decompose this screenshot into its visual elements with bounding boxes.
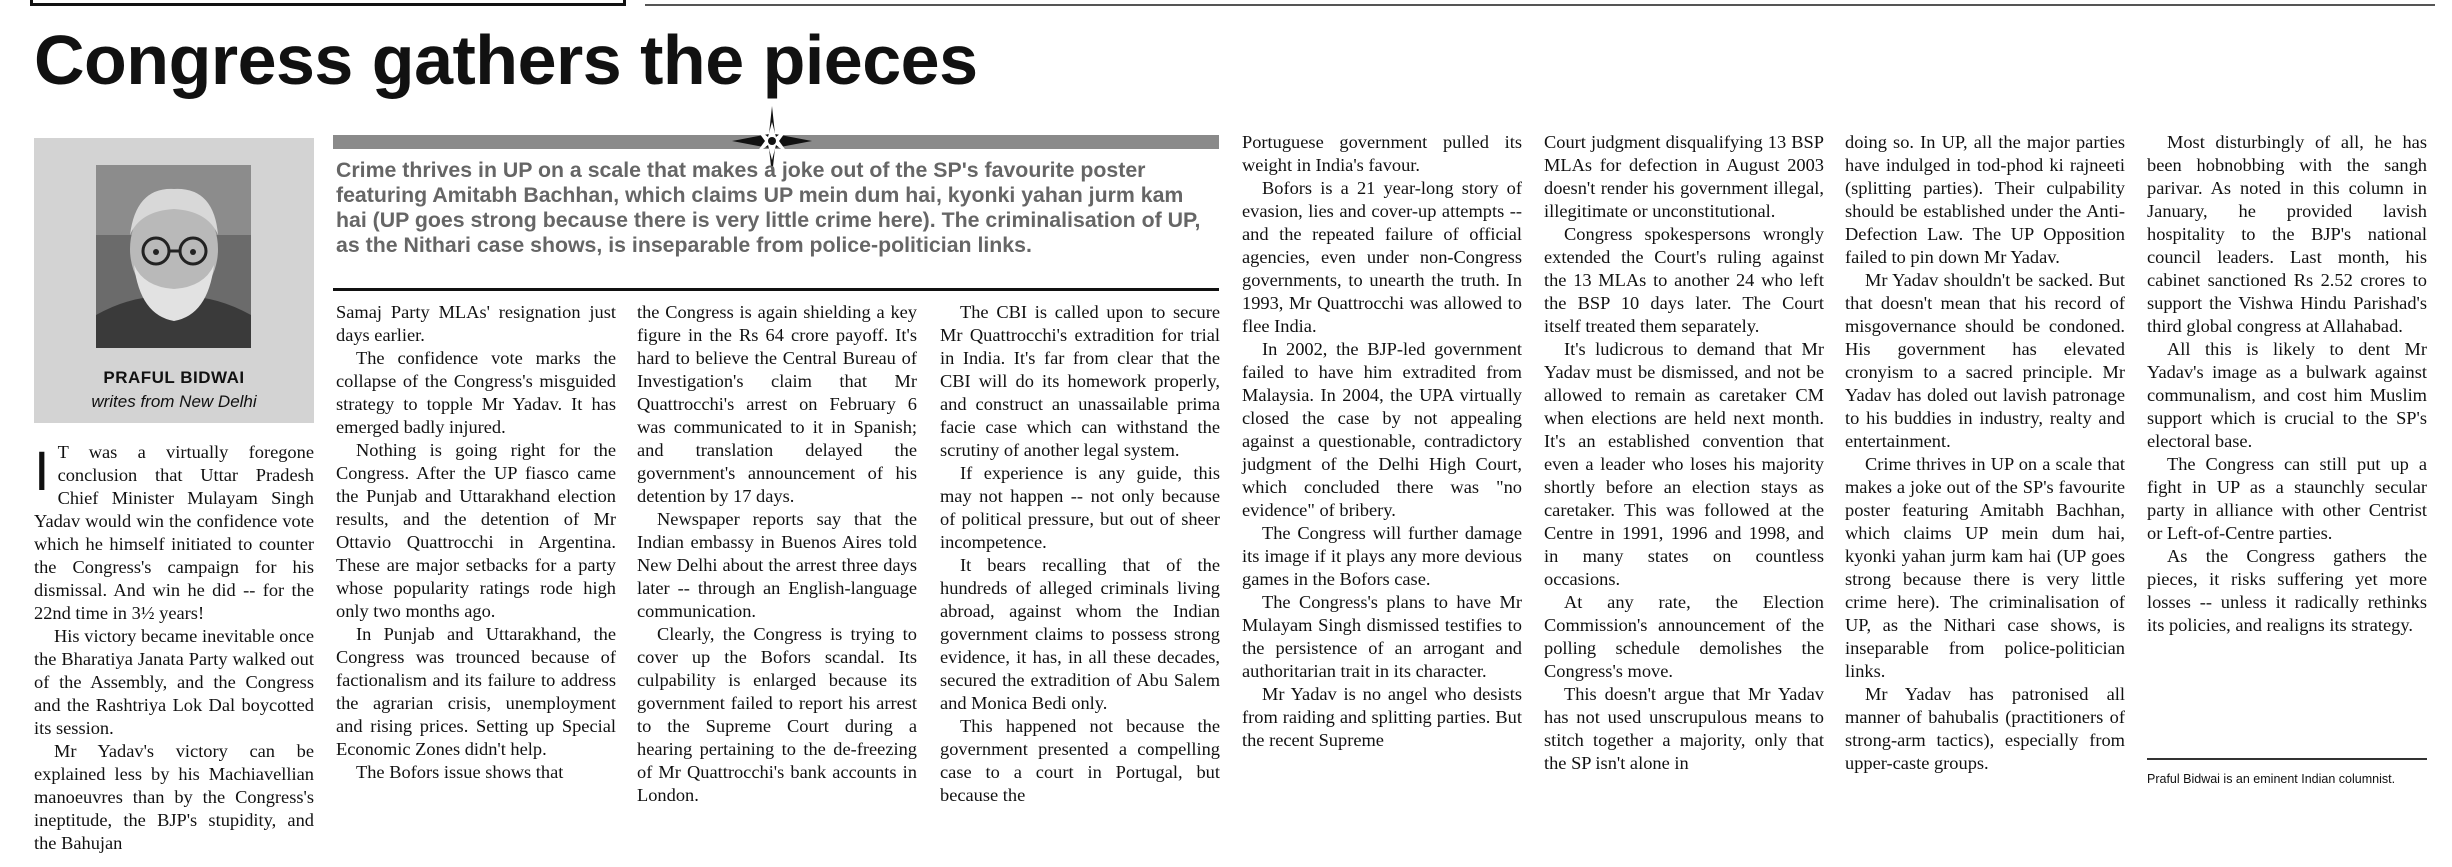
paragraph: This doesn't argue that Mr Yadav has not used unscrupulous means to stitch together a majority, only that the SP isn't alone in — [1544, 684, 1824, 773]
article-column-7 — [1845, 131, 2125, 775]
lead-paragraph — [34, 441, 314, 625]
paragraph: Court judgment disqualifying 13 BSP MLAs for defection in August 2003 doesn't render his government illegal, illegitimate or unconstitutional. — [1544, 132, 1824, 221]
paragraph: Mr Yadav's victory can be explained less by his Machiavellian manoeuvres than by the Congress's ineptitude, the BJP's stupidity, and the Bahujan — [34, 741, 314, 853]
paragraph: doing so. In UP, all the major parties have indulged in tod-phod ki rajneeti (splitting parties). Their culpability should be established under the Anti-Defection Law. The UP Opposition failed to pin down Mr Yadav. — [1845, 132, 2125, 267]
paragraph: The Congress can still put up a fight in UP as a staunchly secular party in alliance with other Centrist or Left-of-Centre parties. — [2147, 454, 2427, 543]
headline: Congress gathers the pieces — [34, 21, 978, 99]
article-column-6 — [1544, 131, 1824, 775]
paragraph: All this is likely to dent Mr Yadav's image as a bulwark against communalism, and cost him Muslim support which is crucial to the SP's electoral base. — [2147, 339, 2427, 451]
paragraph: The Bofors issue shows that — [356, 762, 564, 782]
top-rule — [645, 4, 2435, 6]
author-name: PRAFUL BIDWAI — [103, 368, 245, 387]
paragraph: Newspaper reports say that the Indian embassy in Buenos Aires told New Delhi about the arrest three days later -- through an English-language communication. — [637, 509, 917, 621]
article-column-1 — [34, 441, 314, 855]
article-column-4 — [940, 301, 1220, 807]
top-frame-box — [30, 0, 626, 6]
author-photo — [96, 165, 251, 348]
paragraph: This happened not because the government presented a compelling case to a court in Portugal, but because the — [940, 716, 1220, 805]
author-portrait-icon — [96, 165, 251, 348]
paragraph: Mr Yadav shouldn't be sacked. But that doesn't mean that his record of misgovernance should be condoned. His government has elevated cronyism to a sacred principle. Mr Yadav has doled out lavish patronage to his buddies in industry, realty and entertainment. — [1845, 270, 2125, 451]
article-column-5 — [1242, 131, 1522, 752]
paragraph: Most disturbingly of all, he has been hobnobbing with the sangh parivar. As noted in this column in January, he provided lavish hospitality to the BJP's national council leaders. Last month, his cabinet sanctioned Rs 2.52 crores to support the Vishwa Hindu Parishad's third global congress at Allahabad. — [2147, 132, 2427, 336]
author-footnote: Praful Bidwai is an eminent Indian columnist. — [2147, 772, 2396, 786]
paragraph: His victory became inevitable once the Bharatiya Janata Party walked out of the Assembly, and the Congress and the Rashtriya Lok Dal boycotted its session. — [34, 626, 314, 738]
paragraph: The CBI is called upon to secure Mr Quattrocchi's extradition for trial in India. It's far from clear that the CBI will do its homework properly, and construct an unassailable prima facie case which can withstand the scrutiny of another legal system. — [940, 302, 1220, 460]
paragraph: Portuguese government pulled its weight in India's favour. — [1242, 132, 1522, 175]
article-column-8 — [2147, 131, 2427, 637]
paragraph: Bofors is a 21 year-long story of evasion, lies and cover-up attempts -- and the repeated failure of official agencies, even under non-Congress governments, to unearth the truth. In 1993, Mr Quattrocchi was allowed to flee India. — [1242, 178, 1522, 336]
paragraph: The confidence vote marks the collapse of the Congress's misguided strategy to topple Mr Yadav. It has emerged badly injured. — [336, 348, 616, 437]
paragraph: Mr Yadav has patronised all manner of bahubalis (practitioners of strong-arm tactics), especially from upper-caste groups. — [1845, 684, 2125, 773]
paragraph: Crime thrives in UP on a scale that makes a joke out of the SP's favourite poster featuring Amitabh Bachhan, which claims UP mein dum hai, kyonki yahan jurm kam hai (UP goes strong because there is very little crime here). The criminalisation of UP, as the Nithari case shows, is inseparable from police-politician links. — [1845, 454, 2125, 681]
paragraph-text: T was a virtually foregone conclusion that Uttar Pradesh Chief Minister Mulayam Singh Yadav would win the confidence vote which he himself initiated to counter the Congress's campaign for his dismissal. And win he did -- for the 22nd time in 3½ years! — [34, 442, 314, 623]
footnote-rule — [2147, 758, 2427, 760]
drop-cap: I — [34, 439, 50, 502]
paragraph: Nothing is going right for the Congress. After the UP fiasco came the Punjab and Uttarakhand election results, and the detention of Mr Ottavio Quattrocchi in Argentina. These are major setbacks for a party whose popularity ratings rode high only two months ago. — [336, 440, 616, 621]
pull-quote: Crime thrives in UP on a scale that makes a joke out of the SP's favourite poster featuring Amitabh Bachhan, which claims UP mein dum hai, kyonki yahan jurm kam hai (UP goes strong because there is very little crime here). The criminalisation of UP, as the Nithari case shows, is inseparable from police-politician links. — [336, 158, 1201, 258]
paragraph: At any rate, the Election Commission's announcement of the polling schedule demolishes the Congress's move. — [1544, 592, 1824, 681]
paragraph: In 2002, the BJP-led government failed to have him extradited from Malaysia. In 2004, the UPA virtually closed the case by not appealing against a questionable, contradictory judgment of the Delhi High Court, which concluded there was "no evidence" of bribery. — [1242, 339, 1522, 520]
pull-quote-rule — [333, 288, 1219, 291]
paragraph: Congress spokespersons wrongly extended the Court's ruling against the 13 MLAs to another 24 who left the BSP 10 days later. The Court itself treated them separately. — [1544, 224, 1824, 336]
paragraph: the Congress is again shielding a key figure in the Rs 64 crore payoff. It's hard to believe the Central Bureau of Investigation's claim that Mr Quattrocchi's arrest on February 6 was communicated to it in Spanish; and translation delayed the government's announcement of his detention by 17 days. — [637, 302, 917, 506]
article-column-3 — [637, 301, 917, 807]
author-location: writes from New Delhi — [91, 392, 257, 411]
paragraph: Mr Yadav is no angel who desists from raiding and splitting parties. But the recent Supreme — [1242, 684, 1522, 750]
paragraph: The Congress will further damage its image if it plays any more devious games in the Bofors case. — [1242, 523, 1522, 589]
paragraph: As the Congress gathers the pieces, it risks suffering yet more losses -- unless it radically rethinks its policies, and realigns its strategy. — [2147, 546, 2427, 635]
paragraph: It bears recalling that of the hundreds of alleged criminals living abroad, against whom the Indian government claims to possess strong evidence, it has, in all these decades, secured the extradition of Abu Salem and Monica Bedi only. — [940, 555, 1220, 713]
paragraph: Clearly, the Congress is trying to cover up the Bofors scandal. Its culpability is enlarged because its government failed to report his arrest to the Supreme Court during a hearing pertaining to the de-freezing of Mr Quattrocchi's bank accounts in London. — [637, 624, 917, 805]
paragraph: If experience is any guide, this may not happen -- not only because of political pressure, but out of sheer incompetence. — [940, 463, 1220, 552]
paragraph: It's ludicrous to demand that Mr Yadav must be dismissed, and not be allowed to remain as caretaker CM when elections are held next month. It's an established convention that even a leader who loses his majority shortly before an election stays as caretaker. This was followed at the Centre in 1991, 1996 and 1998, and in many states on countless occasions. — [1544, 339, 1824, 589]
paragraph: The Congress's plans to have Mr Mulayam Singh dismissed testifies to the persistence of an arrogant and authoritarian trait in its character. — [1242, 592, 1522, 681]
paragraph: Samaj Party MLAs' resignation just days earlier. — [336, 302, 616, 345]
paragraph: In Punjab and Uttarakhand, the Congress was trounced because of factionalism and its failure to address the agrarian crisis, unemployment and rising prices. Setting up Special Economic Zones didn't help. — [336, 624, 616, 759]
article-column-2 — [336, 301, 616, 784]
